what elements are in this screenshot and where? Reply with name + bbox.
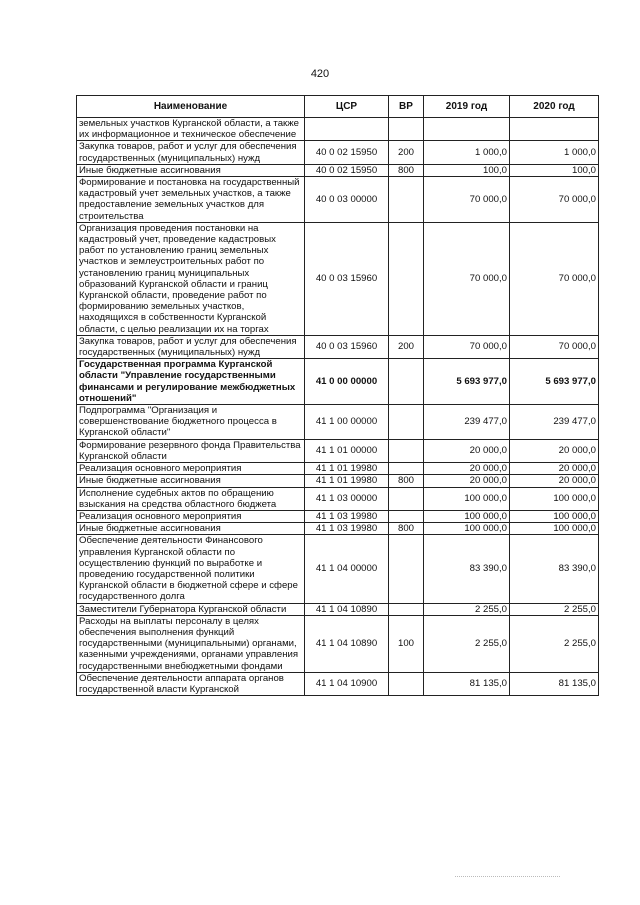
budget-table — [76, 95, 599, 696]
row-name-cell: земельных участков Курганской области, а также их информационное и техническое обеспечение — [77, 118, 305, 141]
row-name-cell: Закупка товаров, работ и услуг для обеспечения государственных (муниципальных) нужд — [77, 141, 305, 164]
row-vr-cell — [389, 118, 424, 141]
header-name: Наименование — [77, 96, 305, 118]
row-vr-cell — [389, 177, 424, 223]
row-vr-cell — [389, 463, 424, 475]
row-2020-cell: 5 693 977,0 — [510, 359, 599, 405]
page-number: 420 — [310, 68, 330, 80]
row-name-cell: Заместители Губернатора Курганской области — [77, 603, 305, 615]
row-2020-cell: 70 000,0 — [510, 222, 599, 335]
row-2020-cell: 20 000,0 — [510, 475, 599, 487]
row-2020-cell: 83 390,0 — [510, 535, 599, 603]
table-row — [77, 405, 599, 440]
table-row — [77, 475, 599, 487]
row-2020-cell: 2 255,0 — [510, 603, 599, 615]
row-2020-cell — [510, 118, 599, 141]
row-2019-cell: 70 000,0 — [424, 335, 510, 358]
row-2019-cell: 100 000,0 — [424, 487, 510, 510]
table-row — [77, 164, 599, 176]
row-code-cell: 41 1 04 10890 — [305, 603, 389, 615]
row-vr-cell: 800 — [389, 475, 424, 487]
row-name-cell: Исполнение судебных актов по обращению взыскания на средства областного бюджета — [77, 487, 305, 510]
row-2020-cell: 70 000,0 — [510, 335, 599, 358]
table-row — [77, 603, 599, 615]
row-vr-cell — [389, 439, 424, 462]
row-2019-cell: 70 000,0 — [424, 177, 510, 223]
row-2019-cell: 20 000,0 — [424, 475, 510, 487]
row-2020-cell: 100 000,0 — [510, 523, 599, 535]
row-2020-cell: 100 000,0 — [510, 510, 599, 522]
row-vr-cell — [389, 222, 424, 335]
row-2020-cell: 2 255,0 — [510, 615, 599, 672]
table-row — [77, 439, 599, 462]
row-vr-cell — [389, 603, 424, 615]
row-code-cell: 41 1 01 00000 — [305, 439, 389, 462]
row-vr-cell — [389, 672, 424, 695]
row-2019-cell: 1 000,0 — [424, 141, 510, 164]
row-code-cell: 40 0 02 15950 — [305, 141, 389, 164]
table-row — [77, 177, 599, 223]
header-2019: 2019 год — [424, 96, 510, 118]
row-vr-cell — [389, 359, 424, 405]
row-code-cell: 41 1 00 00000 — [305, 405, 389, 440]
header-code: ЦСР — [305, 96, 389, 118]
row-vr-cell — [389, 487, 424, 510]
table-row — [77, 487, 599, 510]
row-name-cell: Реализация основного мероприятия — [77, 463, 305, 475]
row-name-cell: Обеспечение деятельности Финансового управления Курганской области по осуществлению функций по выработке и проведению государственной политики Курганской области в бюджетной сфере и сфере государственного долга — [77, 535, 305, 603]
table-row — [77, 510, 599, 522]
header-2020: 2020 год — [510, 96, 599, 118]
row-name-cell: Государственная программа Курганской области "Управление государственными финансами и регулирование межбюджетных отношений" — [77, 359, 305, 405]
row-2020-cell: 20 000,0 — [510, 439, 599, 462]
row-2019-cell: 5 693 977,0 — [424, 359, 510, 405]
table-row — [77, 141, 599, 164]
row-code-cell — [305, 118, 389, 141]
row-name-cell: Закупка товаров, работ и услуг для обеспечения государственных (муниципальных) нужд — [77, 335, 305, 358]
table-body — [77, 118, 599, 696]
row-vr-cell — [389, 510, 424, 522]
row-code-cell: 40 0 02 15950 — [305, 164, 389, 176]
row-name-cell: Расходы на выплаты персоналу в целях обеспечения выполнения функций государственными (муниципальными) органами, казенными учреждениями, органами управления государственными внебюджетными фондами — [77, 615, 305, 672]
header-vr: ВР — [389, 96, 424, 118]
row-code-cell: 41 1 03 19980 — [305, 523, 389, 535]
row-vr-cell — [389, 535, 424, 603]
row-2019-cell: 70 000,0 — [424, 222, 510, 335]
row-2020-cell: 1 000,0 — [510, 141, 599, 164]
row-code-cell: 41 1 04 10900 — [305, 672, 389, 695]
row-name-cell: Реализация основного мероприятия — [77, 510, 305, 522]
row-name-cell: Формирование и постановка на государственный кадастровый учет земельных участков, а также предоставление земельных участков для строительства — [77, 177, 305, 223]
row-2020-cell: 239 477,0 — [510, 405, 599, 440]
row-2020-cell: 81 135,0 — [510, 672, 599, 695]
row-name-cell: Организация проведения постановки на кадастровый учет, проведение кадастровых работ по установлению границ земельных участков и землеустроительных работ по установлению границ муниципальных образований Курганской области и границ Курганской области, проведение работ по формированию земельных участков, находящихся в собственности Курганской области, с целью реализации их на торгах — [77, 222, 305, 335]
row-name-cell: Подпрограмма "Организация и совершенствование бюджетного процесса в Курганской области" — [77, 405, 305, 440]
row-name-cell: Иные бюджетные ассигнования — [77, 164, 305, 176]
row-2020-cell: 100,0 — [510, 164, 599, 176]
row-2020-cell: 70 000,0 — [510, 177, 599, 223]
row-code-cell: 41 1 01 19980 — [305, 463, 389, 475]
row-vr-cell: 100 — [389, 615, 424, 672]
row-2019-cell: 81 135,0 — [424, 672, 510, 695]
row-name-cell: Иные бюджетные ассигнования — [77, 475, 305, 487]
row-code-cell: 41 1 04 10890 — [305, 615, 389, 672]
table-row — [77, 118, 599, 141]
row-2019-cell: 2 255,0 — [424, 615, 510, 672]
row-vr-cell: 200 — [389, 335, 424, 358]
row-2020-cell: 20 000,0 — [510, 463, 599, 475]
table-row — [77, 672, 599, 695]
row-code-cell: 41 1 03 19980 — [305, 510, 389, 522]
row-code-cell: 41 1 04 00000 — [305, 535, 389, 603]
row-code-cell: 41 0 00 00000 — [305, 359, 389, 405]
table-row — [77, 535, 599, 603]
row-2019-cell: 83 390,0 — [424, 535, 510, 603]
row-2019-cell: 20 000,0 — [424, 463, 510, 475]
row-vr-cell: 800 — [389, 523, 424, 535]
row-2019-cell: 100,0 — [424, 164, 510, 176]
row-code-cell: 40 0 03 15960 — [305, 335, 389, 358]
row-2019-cell: 20 000,0 — [424, 439, 510, 462]
row-name-cell: Иные бюджетные ассигнования — [77, 523, 305, 535]
row-code-cell: 40 0 03 00000 — [305, 177, 389, 223]
table-header-row — [77, 96, 599, 118]
row-2019-cell: 100 000,0 — [424, 510, 510, 522]
table-row — [77, 335, 599, 358]
row-name-cell: Формирование резервного фонда Правительства Курганской области — [77, 439, 305, 462]
table-row — [77, 523, 599, 535]
row-vr-cell: 800 — [389, 164, 424, 176]
row-code-cell: 41 1 03 00000 — [305, 487, 389, 510]
row-vr-cell — [389, 405, 424, 440]
table-row — [77, 359, 599, 405]
table-row — [77, 222, 599, 335]
table-row — [77, 615, 599, 672]
row-2019-cell: 100 000,0 — [424, 523, 510, 535]
row-code-cell: 40 0 03 15960 — [305, 222, 389, 335]
row-2019-cell: 239 477,0 — [424, 405, 510, 440]
row-code-cell: 41 1 01 19980 — [305, 475, 389, 487]
row-2020-cell: 100 000,0 — [510, 487, 599, 510]
row-2019-cell — [424, 118, 510, 141]
row-2019-cell: 2 255,0 — [424, 603, 510, 615]
table-row — [77, 463, 599, 475]
scan-artifact — [455, 876, 560, 881]
row-vr-cell: 200 — [389, 141, 424, 164]
row-name-cell: Обеспечение деятельности аппарата органов государственной власти Курганской — [77, 672, 305, 695]
